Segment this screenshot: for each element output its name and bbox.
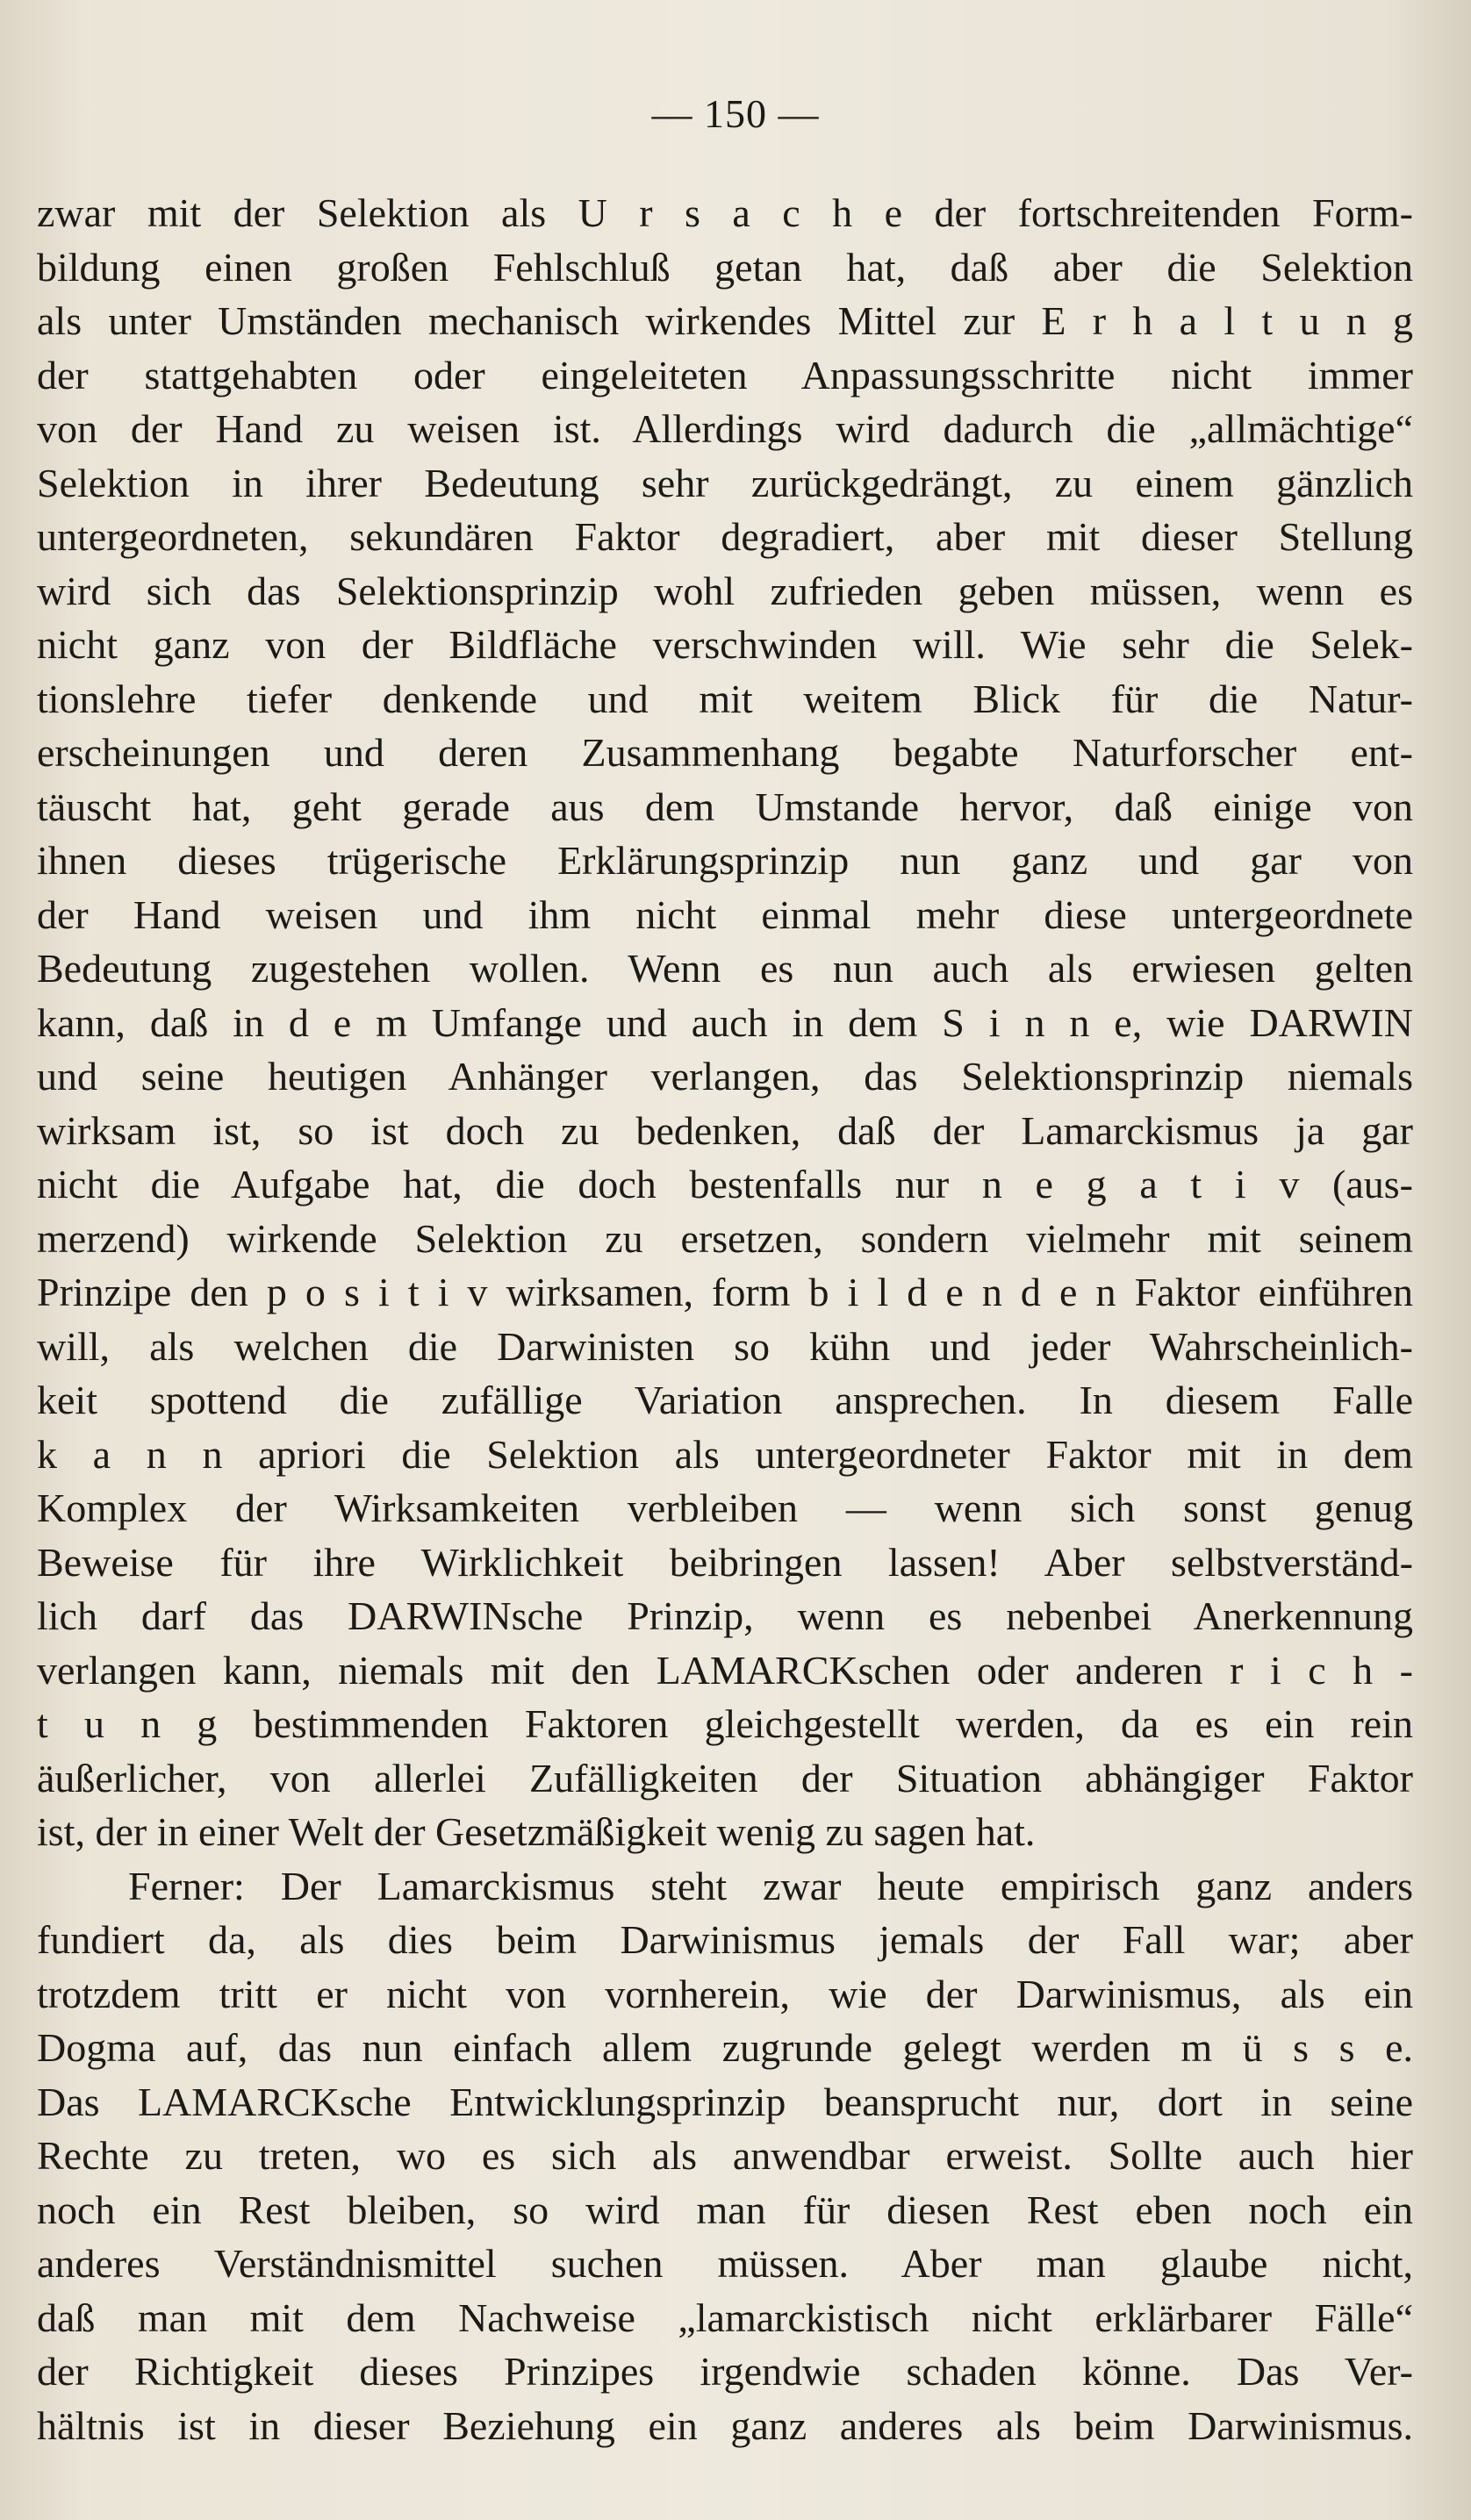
text-line: untergeordneten, sekundären Faktor degradiert, aber mit dieser Stellung xyxy=(37,514,1413,559)
text-line: nicht ganz von der Bildfläche verschwinden will. Wie sehr die Selek- xyxy=(37,622,1413,667)
text-line: von der Hand zu weisen ist. Allerdings wird dadurch die „allmächtige“ xyxy=(37,406,1413,451)
text-line: der Hand weisen und ihm nicht einmal mehr diese untergeordnete xyxy=(37,891,1413,937)
text-line: wird sich das Selektionsprinzip wohl zufrieden geben müssen, wenn es xyxy=(37,568,1413,613)
text-line: Ferner: Der Lamarckismus steht zwar heute empirisch ganz anders xyxy=(128,1863,1413,1908)
paragraph xyxy=(37,1859,1413,2453)
text-line: Selektion in ihrer Bedeutung sehr zurückgedrängt, zu einem gänzlich xyxy=(37,460,1413,505)
text-line: keit spottend die zufällige Variation ansprechen. In diesem Falle xyxy=(37,1378,1413,1422)
text-line: Prinzipe den p o s i t i v wirksamen, form b i l d e n d e n Faktor einführen xyxy=(37,1270,1413,1314)
text-line: anderes Verständnismittel suchen müssen. Aber man glaube nicht, xyxy=(37,2241,1413,2286)
text-line: ihnen dieses trügerische Erklärungsprinzip nun ganz und gar von xyxy=(37,838,1413,883)
text-line: Rechte zu treten, wo es sich als anwendbar erweist. Sollte auch hier xyxy=(37,2133,1413,2178)
text-line: fundiert da, als dies beim Darwinismus jemals der Fall war; aber xyxy=(37,1917,1413,1962)
text-line: zwar mit der Selektion als U r s a c h e der fortschreitenden Form- xyxy=(37,190,1413,235)
text-line: nicht die Aufgabe hat, die doch bestenfalls nur n e g a t i v (aus- xyxy=(37,1162,1413,1206)
text-line: wirksam ist, so ist doch zu bedenken, daß der Lamarckismus ja gar xyxy=(37,1107,1413,1153)
text-line: erscheinungen und deren Zusammenhang begabte Naturforscher ent- xyxy=(37,730,1413,775)
text-line: Beweise für ihre Wirklichkeit beibringen lassen! Aber selbstverständ- xyxy=(37,1539,1413,1585)
text-line: Komplex der Wirksamkeiten verbleiben — wenn sich sonst genug xyxy=(37,1486,1413,1530)
body-text xyxy=(37,186,1413,2452)
text-line: der Richtigkeit dieses Prinzipes irgendwie schaden könne. Das Ver- xyxy=(37,2349,1413,2394)
text-line: noch ein Rest bleiben, so wird man für diesen Rest eben noch ein xyxy=(37,2187,1413,2232)
text-line: tionslehre tiefer denkende und mit weitem Blick für die Natur- xyxy=(37,676,1413,721)
text-line: verlangen kann, niemals mit den LAMARCKschen oder anderen r i c h - xyxy=(37,1647,1413,1693)
text-line: bildung einen großen Fehlschluß getan hat, daß aber die Selektion xyxy=(37,244,1413,290)
text-line: der stattgehabten oder eingeleiteten Anpassungsschritte nicht immer xyxy=(37,352,1413,397)
text-line: lich darf das DARWINsche Prinzip, wenn es nebenbei Anerkennung xyxy=(37,1593,1413,1638)
text-line: und seine heutigen Anhänger verlangen, das Selektionsprinzip niemals xyxy=(37,1054,1413,1099)
text-line: ist, der in einer Welt der Gesetzmäßigkeit wenig zu sagen hat. xyxy=(37,1809,1036,1854)
text-line: Das LAMARCKsche Entwicklungsprinzip beansprucht nur, dort in seine xyxy=(37,2079,1413,2124)
text-line: t u n g bestimmenden Faktoren gleichgestellt werden, da es ein rein xyxy=(37,1701,1413,1746)
text-line: hältnis ist in dieser Beziehung ein ganz anderes als beim Darwinismus. xyxy=(37,2402,1413,2448)
page-number: — 150 — xyxy=(651,91,820,136)
text-line: will, als welchen die Darwinisten so kühn und jeder Wahrscheinlich- xyxy=(37,1323,1413,1369)
text-line: täuscht hat, geht gerade aus dem Umstande hervor, daß einige von xyxy=(37,784,1413,829)
text-line: Dogma auf, das nun einfach allem zugrunde gelegt werden m ü s s e. xyxy=(37,2025,1413,2070)
text-line: merzend) wirkende Selektion zu ersetzen, sondern vielmehr mit seinem xyxy=(37,1215,1413,1261)
paragraph xyxy=(37,186,1413,1859)
text-line: kann, daß in d e m Umfange und auch in dem S i n n e, wie DARWIN xyxy=(37,999,1413,1045)
text-line: k a n n apriori die Selektion als untergeordneter Faktor mit in dem xyxy=(37,1431,1413,1477)
text-line: trotzdem tritt er nicht von vornherein, wie der Darwinismus, als ein xyxy=(37,1971,1413,2016)
text-line: Bedeutung zugestehen wollen. Wenn es nun auch als erwiesen gelten xyxy=(37,946,1413,991)
text-line: als unter Umständen mechanisch wirkendes Mittel zur E r h a l t u n g xyxy=(37,298,1413,343)
text-line: äußerlicher, von allerlei Zufälligkeiten der Situation abhängiger Faktor xyxy=(37,1755,1413,1801)
text-line: daß man mit dem Nachweise „lamarckistisch nicht erklärbarer Fälle“ xyxy=(37,2294,1413,2340)
